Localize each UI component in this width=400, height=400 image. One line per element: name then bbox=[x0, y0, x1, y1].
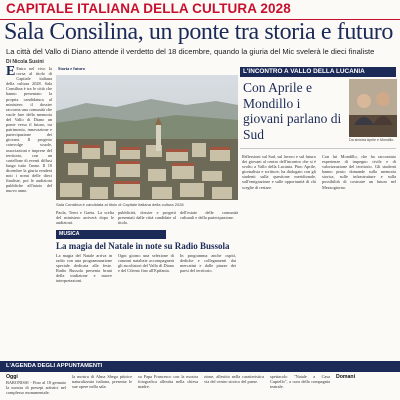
drop-cap: E bbox=[6, 66, 16, 79]
agenda-column: su Papa Francesco con la mostra fotografica allestita nella chiesa madre. bbox=[138, 374, 198, 390]
agenda-column: zione, allestito nella caratteristica via del centro storico del paese. bbox=[204, 374, 264, 385]
speakers-photo-caption: Da sinistra Aprile e Mondillo bbox=[349, 138, 394, 142]
musica-column: In programma anche ospiti, dediche e collegamenti dai mercatini e dalle piazze dei paesi del territorio. bbox=[180, 253, 236, 274]
musica-column: Ogni giorno una selezione di canzoni natalizie accompagnerà gli ascoltatori del Vallo di Diano e del Cilento fino all'Epifania. bbox=[118, 253, 174, 274]
lead-article-column bbox=[6, 66, 52, 354]
article-column: dell'estate delle comunità culturali e della partecipazione. bbox=[180, 210, 238, 221]
lead-text: Entra nel vivo la corsa al titolo di Capitale italiana della cultura 2028. Sala Consilina è tra le città che hanno presentato la propria candidatura al ministero: il dossier racconta una comunità che vuole fare della memoria del Vallo di Diano un ponte verso il futuro, tra patrimonio, innovazione e partecipazione dei giovani. Il progetto coinvolge scuole, associazioni e imprese del territorio, con un cartellone di eventi diffusi lungo tutto l'anno. Il 18 dicembre la giuria renderà noti i nomi delle dieci finaliste, poi le audizioni pubbliche all'inizio del nuovo anno. bbox=[6, 66, 52, 194]
standfirst: La città del Vallo di Diano attende il verdetto del 18 dicembre, quando la giuria del Mic svelerà le dieci finaliste bbox=[6, 47, 375, 56]
speakers-photo bbox=[349, 79, 397, 137]
agenda-column: Oggi BARONISSI - Fino al 18 gennaio la mostra di presepi artistici nel complesso monumentale. bbox=[6, 374, 66, 396]
kicker: CAPITALE ITALIANA DELLA CULTURA 2028 bbox=[6, 1, 291, 16]
sidebar-section-label: L'INCONTRO A VALLO DELLA LUCANIA bbox=[240, 67, 396, 77]
headline: Sala Consilina, un ponte tra storia e futuro bbox=[4, 19, 393, 45]
byline: Di Nicola Susini bbox=[6, 59, 44, 65]
musica-column: La magia del Natale arriva in radio con una programmazione speciale dedicata alle feste. Radio Bussola presenta brani della tradizione e nuove interpretazioni. bbox=[56, 253, 112, 284]
agenda-column bbox=[336, 374, 396, 400]
city-panorama-photo bbox=[56, 75, 238, 200]
agenda-day-head: Oggi bbox=[6, 374, 18, 380]
musica-headline: La magia del Natale in note su Radio Bussola bbox=[56, 241, 230, 251]
sidebar-headline: Con Aprile e Mondillo i giovani parlano di Sud bbox=[243, 80, 342, 142]
article-column: Paola, Terni e Gaeta. La scelta del ministero arriverà dopo le audizioni. bbox=[56, 210, 114, 226]
agenda-column: spettacolo "Natale a Casa Cupiello", a cura della compagnia teatrale. bbox=[270, 374, 330, 390]
article-column: pubblicità, dossier e progetti presentati dalle città candidate al titolo. bbox=[118, 210, 176, 226]
lead-subhead: Storia e futuro bbox=[58, 66, 85, 71]
musica-section-label: MUSICA bbox=[56, 230, 166, 239]
sidebar-column: Con lui Mondillo, che ha raccontato esperienze di impegno civile e di valorizzazione del territorio. Gli studenti hanno posto domande sulla memoria storica, sulle infrastrutture e sulla possibilità di costruire un futuro nel Mezzogiorno. bbox=[322, 154, 396, 190]
sidebar-column: Riflessioni sul Sud, sul lavoro e sul futuro dei giovani al centro dell'incontro che si è svolto a Vallo della Lucania. Pino Aprile, giornalista e scrittore, ha dialogato con gli studenti sulla questione meridionale, sull'emigrazione e sulle opportunità di chi sceglie di restare. bbox=[242, 154, 316, 190]
sidebar-divider bbox=[240, 148, 396, 149]
agenda-day-head: Domani bbox=[336, 374, 356, 380]
agenda-column: la mostra di Alma Shega pittrice naturalizzata italiana, presenta le sue opere nella sala. bbox=[72, 374, 132, 390]
agenda-section-bar: L'AGENDA DEGLI APPUNTAMENTI bbox=[0, 361, 400, 372]
photo-caption: Sala Consilina è candidata al titolo di Capitale italiana della cultura 2028 bbox=[56, 202, 184, 207]
